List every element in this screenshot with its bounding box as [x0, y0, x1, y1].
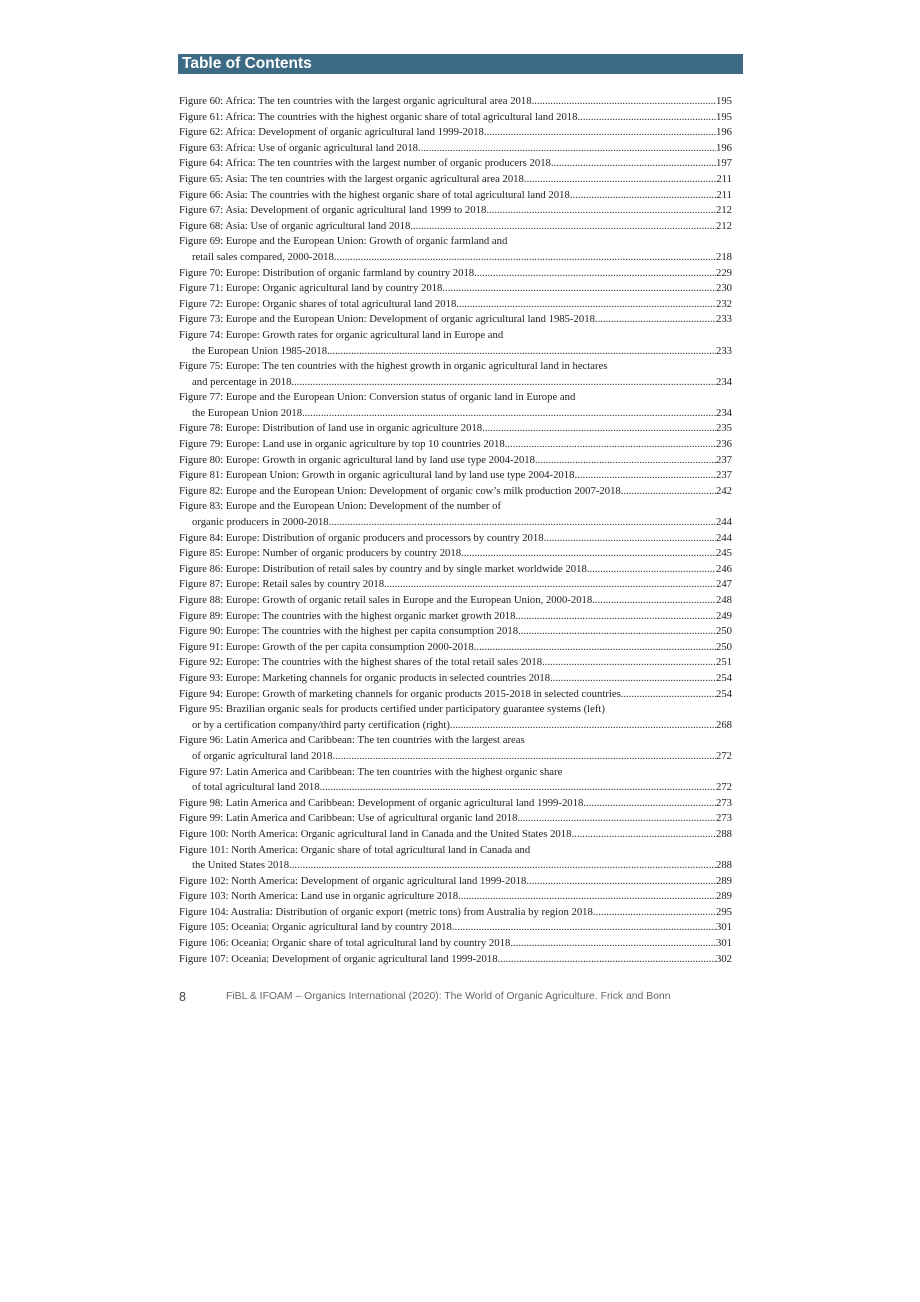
toc-entry[interactable] [179, 843, 732, 874]
toc-row [179, 468, 732, 484]
toc-entry[interactable] [179, 266, 732, 282]
toc-row [179, 297, 732, 313]
toc-page-number: 232 [715, 297, 732, 310]
toc-page-number: 249 [715, 609, 732, 622]
toc-page-number: 288 [715, 827, 732, 840]
toc-entry[interactable] [179, 203, 732, 219]
toc-entry[interactable] [179, 546, 732, 562]
toc-row [179, 110, 732, 126]
toc-row [179, 141, 732, 157]
toc-row [179, 640, 732, 656]
toc-entry[interactable] [179, 609, 732, 625]
toc-page-number: 268 [715, 718, 732, 731]
toc-dot-leader [456, 297, 716, 313]
toc-dot-leader [587, 562, 716, 578]
toc-entry-title: Figure 64: Africa: The ten countries with the largest number of organic producers 2018 [179, 157, 551, 170]
toc-dot-leader [410, 219, 716, 235]
toc-entry-title: Figure 62: Africa: Development of organic agricultural land 1999-2018 [179, 126, 484, 139]
toc-row [179, 250, 732, 266]
toc-row [179, 780, 732, 796]
toc-page-number: 272 [715, 749, 732, 762]
toc-page-number: 244 [715, 531, 732, 544]
toc-dot-leader [510, 936, 716, 952]
toc-dot-leader [621, 484, 716, 500]
toc-entry[interactable] [179, 421, 732, 437]
toc-row [179, 702, 732, 718]
toc-entry[interactable] [179, 920, 732, 936]
page-footer [179, 990, 739, 1006]
toc-dot-leader [574, 468, 716, 484]
toc-entry[interactable] [179, 874, 732, 890]
toc-entry[interactable] [179, 94, 732, 110]
toc-entry-title: Figure 87: Europe: Retail sales by country 2018 [179, 578, 385, 591]
toc-row [179, 609, 732, 625]
toc-dot-leader [474, 640, 716, 656]
toc-dot-leader [571, 827, 716, 843]
toc-dot-leader [452, 920, 716, 936]
toc-page-number: 301 [715, 921, 732, 934]
toc-dot-leader [329, 515, 716, 531]
toc-entry[interactable] [179, 188, 732, 204]
toc-row [179, 874, 732, 890]
toc-row [179, 889, 732, 905]
toc-row [179, 718, 732, 734]
toc-page-number: 246 [715, 562, 732, 575]
toc-entry[interactable] [179, 671, 732, 687]
toc-dot-leader [291, 375, 716, 391]
toc-page-number: 233 [715, 313, 732, 326]
toc-entry-title: Figure 89: Europe: The countries with the highest organic market growth 2018 [179, 609, 516, 622]
toc-entry-title: organic producers in 2000-2018 [192, 516, 329, 529]
toc-entry-title: Figure 97: Latin America and Caribbean: The ten countries with the highest organic share [179, 765, 563, 778]
toc-row [179, 811, 732, 827]
toc-row [179, 203, 732, 219]
toc-page-number: 212 [715, 219, 732, 232]
toc-entry-title: or by a certification company/third party certification (right) [192, 718, 450, 731]
toc-entry-title: Figure 93: Europe: Marketing channels for organic products in selected countries 2018 [179, 671, 551, 684]
toc-dot-leader [518, 624, 716, 640]
toc-entry-title: Figure 78: Europe: Distribution of land use in organic agriculture 2018 [179, 422, 483, 435]
toc-entry-title: Figure 91: Europe: Growth of the per capita consumption 2000-2018 [179, 640, 474, 653]
toc-page-number: 229 [715, 266, 732, 279]
toc-row [179, 328, 732, 344]
toc-entry-title: of total agricultural land 2018 [192, 781, 320, 794]
toc-entry[interactable] [179, 889, 732, 905]
toc-entry[interactable] [179, 765, 732, 796]
toc-row [179, 624, 732, 640]
toc-row [179, 172, 732, 188]
toc-page-number: 234 [715, 375, 732, 388]
toc-page-number: 289 [715, 890, 732, 903]
toc-entry-title: Figure 77: Europe and the European Union: Conversion status of organic land in Europe and [179, 391, 576, 404]
toc-entry[interactable] [179, 531, 732, 547]
toc-page-number: 236 [715, 438, 732, 451]
toc-dot-leader [592, 593, 716, 609]
toc-dot-leader [418, 141, 716, 157]
toc-row [179, 515, 732, 531]
toc-entry[interactable] [179, 593, 732, 609]
toc-row [179, 546, 732, 562]
toc-dot-leader [621, 687, 716, 703]
toc-entry-title: Figure 63: Africa: Use of organic agricultural land 2018 [179, 141, 419, 154]
toc-dot-leader [289, 858, 716, 874]
section-header-bar [178, 54, 743, 74]
toc-dot-leader [332, 749, 715, 765]
toc-entry[interactable] [179, 172, 732, 188]
toc-entry-title: Figure 74: Europe: Growth rates for organic agricultural land in Europe and [179, 328, 504, 341]
toc-row [179, 531, 732, 547]
toc-entry-title: Figure 102: North America: Development of organic agricultural land 1999-2018 [179, 874, 527, 887]
toc-entry[interactable] [179, 562, 732, 578]
toc-row [179, 920, 732, 936]
toc-row [179, 437, 732, 453]
toc-page-number: 295 [715, 905, 732, 918]
toc-dot-leader [542, 655, 716, 671]
toc-page-number: 250 [715, 625, 732, 638]
toc-row [179, 234, 732, 250]
toc-page-number: 211 [716, 188, 732, 201]
toc-page-number: 244 [715, 516, 732, 529]
toc-dot-leader [458, 889, 716, 905]
toc-entry-title: Figure 98: Latin America and Caribbean: Development of organic agricultural land 1999-2018 [179, 796, 584, 809]
toc-row [179, 733, 732, 749]
toc-entry[interactable] [179, 905, 732, 921]
toc-page-number: 212 [715, 204, 732, 217]
toc-entry[interactable] [179, 577, 732, 593]
toc-entry-title: Figure 100: North America: Organic agricultural land in Canada and the United States 2018 [179, 827, 572, 840]
toc-row [179, 312, 732, 328]
toc-entry-title: Figure 67: Asia: Development of organic agricultural land 1999 to 2018 [179, 204, 487, 217]
toc-row [179, 266, 732, 282]
toc-page-number: 196 [715, 126, 732, 139]
toc-entry[interactable] [179, 811, 732, 827]
toc-dot-leader [484, 125, 716, 141]
toc-entry-title: the European Union 1985-2018 [192, 344, 328, 357]
toc-entry[interactable] [179, 328, 732, 359]
toc-entry[interactable] [179, 702, 732, 733]
toc-entry[interactable] [179, 936, 732, 952]
toc-row [179, 375, 732, 391]
toc-row [179, 843, 732, 859]
toc-entry-title: Figure 101: North America: Organic share of total agricultural land in Canada and [179, 843, 531, 856]
toc-entry-title: Figure 92: Europe: The countries with the highest shares of the total retail sales 2018 [179, 656, 543, 669]
toc-row [179, 421, 732, 437]
toc-entry-title: Figure 103: North America: Land use in organic agriculture 2018 [179, 890, 459, 903]
toc-page-number: 245 [715, 547, 732, 560]
toc-entry-title: Figure 82: Europe and the European Union: Development of organic cow’s milk production 2007-2018 [179, 484, 621, 497]
toc-entry-title: Figure 75: Europe: The ten countries with the highest growth in organic agricultural land in hectares [179, 360, 608, 373]
toc-entry[interactable] [179, 796, 732, 812]
toc-entry-title: Figure 73: Europe and the European Union: Development of organic agricultural land 1985-2018 [179, 313, 595, 326]
page-title: Table of Contents [182, 55, 312, 72]
toc-entry-title: Figure 90: Europe: The countries with the highest per capita consumption 2018 [179, 625, 519, 638]
toc-page-number: 233 [715, 344, 732, 357]
toc-row [179, 562, 732, 578]
toc-entry-title: Figure 68: Asia: Use of organic agricultural land 2018 [179, 219, 411, 232]
toc-row [179, 453, 732, 469]
toc-entry[interactable] [179, 110, 732, 126]
toc-entry-title: Figure 66: Asia: The countries with the highest organic share of total agricultural land 2018 [179, 188, 570, 201]
toc-entry[interactable] [179, 219, 732, 235]
toc-entry[interactable] [179, 468, 732, 484]
toc-entry-title: Figure 106: Oceania: Organic share of total agricultural land by country 2018 [179, 937, 511, 950]
toc-page-number: 195 [715, 95, 732, 107]
toc-entry[interactable] [179, 297, 732, 313]
toc-dot-leader [461, 546, 716, 562]
toc-entry-title: Figure 71: Europe: Organic agricultural land by country 2018 [179, 282, 443, 295]
toc-entry-title: Figure 104: Australia: Distribution of organic export (metric tons) from Australia by region 2018 [179, 905, 593, 918]
toc-page-number: 272 [715, 781, 732, 794]
toc-entry-title: Figure 86: Europe: Distribution of retail sales by country and by single market worldwide 2018 [179, 562, 587, 575]
toc-entry-title: the European Union 2018 [192, 406, 303, 419]
toc-page-number: 211 [716, 172, 732, 185]
toc-page-number: 301 [715, 937, 732, 950]
toc-entry-title: Figure 96: Latin America and Caribbean: The ten countries with the largest areas [179, 734, 525, 747]
toc-page-number: 254 [715, 687, 732, 700]
toc-entry-title: and percentage in 2018 [192, 375, 292, 388]
toc-dot-leader [384, 577, 716, 593]
toc-entry[interactable] [179, 359, 732, 390]
toc-page-number: 248 [715, 594, 732, 606]
toc-entry-title: Figure 70: Europe: Distribution of organic farmland by country 2018 [179, 266, 475, 279]
toc-entry[interactable] [179, 437, 732, 453]
toc-entry[interactable] [179, 156, 732, 172]
toc-dot-leader [517, 811, 716, 827]
toc-entry[interactable] [179, 640, 732, 656]
toc-row [179, 281, 732, 297]
toc-dot-leader [593, 905, 716, 921]
toc-dot-leader [486, 203, 716, 219]
toc-dot-leader [442, 281, 716, 297]
toc-entry-title: retail sales compared, 2000-2018 [192, 250, 334, 263]
toc-row [179, 188, 732, 204]
toc-page-number: 196 [715, 141, 732, 154]
toc-dot-leader [474, 266, 716, 282]
toc-row [179, 359, 732, 375]
toc-row [179, 499, 732, 515]
toc-dot-leader [526, 874, 716, 890]
toc-page-number: 273 [715, 796, 732, 809]
toc-entry[interactable] [179, 141, 732, 157]
toc-dot-leader [334, 250, 716, 266]
toc-entry[interactable] [179, 281, 732, 297]
toc-page-number: 273 [715, 812, 732, 825]
toc-entry[interactable] [179, 952, 732, 968]
toc-entry-title: Figure 79: Europe: Land use in organic agriculture by top 10 countries 2018 [179, 438, 505, 451]
toc-row [179, 344, 732, 360]
toc-dot-leader [570, 188, 717, 204]
toc-entry-title: Figure 105: Oceania: Organic agricultural land by country 2018 [179, 921, 452, 934]
toc-entry[interactable] [179, 624, 732, 640]
toc-row [179, 125, 732, 141]
toc-entry-title: Figure 65: Asia: The ten countries with the largest organic agricultural area 2018 [179, 172, 524, 185]
toc-entry-title: Figure 95: Brazilian organic seals for products certified under participatory guarantee systems (left) [179, 703, 605, 716]
footer-citation: FiBL & IFOAM – Organics International (2020): The World of Organic Agriculture. Frick and Bonn [226, 991, 671, 1002]
toc-dot-leader [578, 110, 716, 126]
toc-dot-leader [551, 156, 716, 172]
toc-entry-title: of organic agricultural land 2018 [192, 749, 333, 762]
toc-entry[interactable] [179, 484, 732, 500]
footer-page-number: 8 [179, 990, 186, 1004]
toc-row [179, 858, 732, 874]
toc-entry-title: Figure 80: Europe: Growth in organic agricultural land by land use type 2004-2018 [179, 453, 535, 466]
table-of-contents [179, 94, 732, 967]
toc-row [179, 936, 732, 952]
toc-entry-title: Figure 107: Oceania: Development of organic agricultural land 1999-2018 [179, 952, 498, 965]
toc-entry-title: Figure 61: Africa: The countries with the highest organic share of total agricultural land 2018 [179, 110, 578, 123]
toc-row [179, 952, 732, 968]
toc-row [179, 827, 732, 843]
toc-entry-title: Figure 72: Europe: Organic shares of total agricultural land 2018 [179, 297, 457, 310]
toc-page-number: 251 [715, 656, 732, 669]
toc-row [179, 593, 732, 609]
toc-dot-leader [482, 421, 716, 437]
toc-row [179, 406, 732, 422]
toc-row [179, 94, 732, 110]
toc-dot-leader [320, 780, 716, 796]
toc-entry-title: Figure 84: Europe: Distribution of organic producers and processors by country 2018 [179, 531, 544, 544]
toc-entry[interactable] [179, 733, 732, 764]
toc-row [179, 796, 732, 812]
toc-dot-leader [532, 94, 716, 110]
toc-row [179, 671, 732, 687]
toc-page-number: 197 [715, 157, 732, 170]
toc-row [179, 749, 732, 765]
toc-dot-leader [550, 671, 716, 687]
toc-row [179, 687, 732, 703]
toc-entry[interactable] [179, 312, 732, 328]
toc-dot-leader [544, 531, 716, 547]
toc-page-number: 234 [715, 406, 732, 419]
toc-entry-title: the United States 2018 [192, 859, 290, 872]
toc-row [179, 577, 732, 593]
toc-page-number: 254 [715, 671, 732, 684]
toc-row [179, 905, 732, 921]
toc-page-number: 247 [715, 578, 732, 591]
toc-page-number: 230 [715, 282, 732, 295]
toc-dot-leader [535, 453, 716, 469]
toc-dot-leader [583, 796, 716, 812]
toc-page-number: 242 [715, 484, 732, 497]
toc-entry[interactable] [179, 234, 732, 265]
toc-page-number: 237 [715, 453, 732, 466]
toc-dot-leader [327, 344, 716, 360]
toc-entry[interactable] [179, 390, 732, 421]
toc-dot-leader [516, 609, 716, 625]
toc-entry[interactable] [179, 499, 732, 530]
toc-entry-title: Figure 83: Europe and the European Union: Development of the number of [179, 500, 502, 513]
toc-entry[interactable] [179, 687, 732, 703]
toc-row [179, 219, 732, 235]
toc-page-number: 288 [715, 859, 732, 872]
toc-row [179, 390, 732, 406]
toc-row [179, 484, 732, 500]
toc-entry-title: Figure 99: Latin America and Caribbean: Use of agricultural organic land 2018 [179, 812, 518, 825]
toc-row [179, 156, 732, 172]
toc-entry[interactable] [179, 125, 732, 141]
toc-entry-title: Figure 81: European Union: Growth in organic agricultural land by land use type 2004-2018 [179, 469, 575, 482]
toc-dot-leader [302, 406, 716, 422]
toc-row [179, 655, 732, 671]
toc-page-number: 195 [715, 110, 732, 123]
toc-entry[interactable] [179, 655, 732, 671]
toc-page-number: 250 [715, 640, 732, 653]
toc-page-number: 302 [715, 952, 732, 965]
toc-dot-leader [524, 172, 716, 188]
toc-dot-leader [450, 718, 716, 734]
toc-entry[interactable] [179, 453, 732, 469]
toc-page-number: 218 [715, 250, 732, 263]
toc-dot-leader [498, 952, 716, 968]
toc-entry-title: Figure 85: Europe: Number of organic producers by country 2018 [179, 547, 462, 560]
toc-entry-title: Figure 88: Europe: Growth of organic retail sales in Europe and the European Union, 2000-2018 [179, 594, 593, 606]
toc-page-number: 289 [715, 874, 732, 887]
toc-entry-title: Figure 94: Europe: Growth of marketing channels for organic products 2015-2018 in selected countries [179, 687, 621, 700]
toc-entry-title: Figure 69: Europe and the European Union: Growth of organic farmland and [179, 235, 508, 248]
toc-entry-title: Figure 60: Africa: The ten countries with the largest organic agricultural area 2018 [179, 95, 532, 107]
toc-page-number: 235 [715, 422, 732, 435]
toc-dot-leader [505, 437, 716, 453]
toc-entry[interactable] [179, 827, 732, 843]
toc-row [179, 765, 732, 781]
toc-page-number: 237 [715, 469, 732, 482]
toc-dot-leader [595, 312, 716, 328]
